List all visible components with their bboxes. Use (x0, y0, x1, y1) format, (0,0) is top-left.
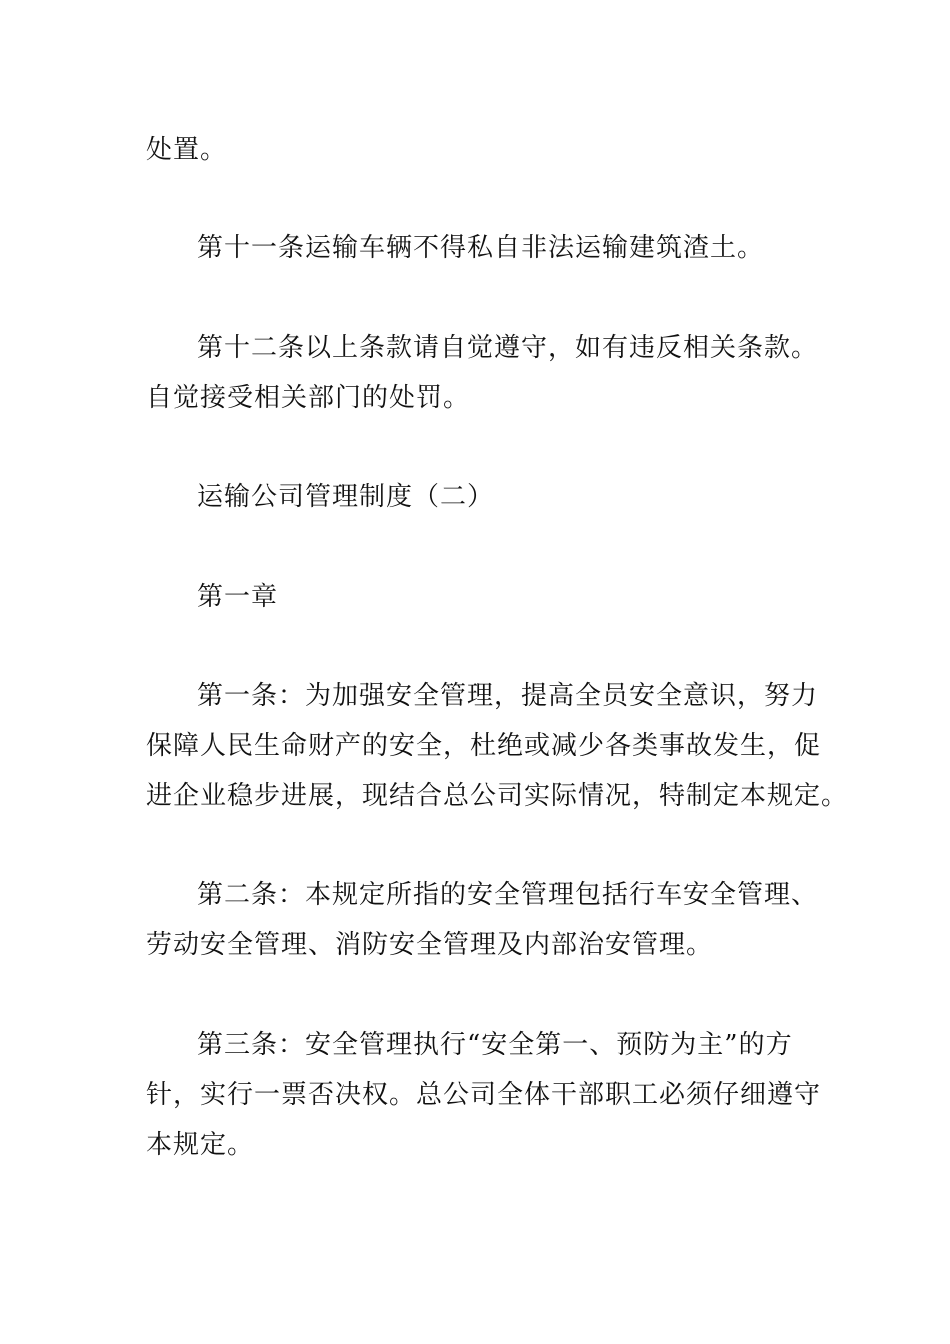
article-2-line-2: 劳动安全管理、消防安全管理及内部治安管理。 (146, 930, 714, 960)
article-1-line-2: 保障人民生命财产的安全，杜绝或减少各类事故发生，促 (146, 731, 822, 761)
article-12-line-2: 自觉接受相关部门的处罚。 (146, 383, 471, 413)
article-2-line-1: 第二条：本规定所指的安全管理包括行车安全管理、 (197, 880, 819, 910)
article-1-line-3: 进企业稳步进展，现结合总公司实际情况，特制定本规定。 (146, 781, 849, 811)
article-12-line-1: 第十二条以上条款请自觉遵守，如有违反相关条款。 (197, 333, 819, 363)
article-3-line-2: 针，实行一票否决权。总公司全体干部职工必须仔细遵守 (146, 1080, 822, 1110)
chapter-heading: 第一章 (197, 582, 279, 612)
article-3-line-1: 第三条：安全管理执行“安全第一、预防为主”的方 (197, 1030, 793, 1060)
section-title: 运输公司管理制度（二） (197, 482, 495, 512)
article-11: 第十一条运输车辆不得私自非法运输建筑渣土。 (197, 233, 765, 263)
article-1-line-1: 第一条：为加强安全管理，提高全员安全意识，努力 (197, 681, 819, 711)
text-line: 处置。 (146, 135, 228, 165)
article-3-line-3: 本规定。 (146, 1130, 255, 1160)
